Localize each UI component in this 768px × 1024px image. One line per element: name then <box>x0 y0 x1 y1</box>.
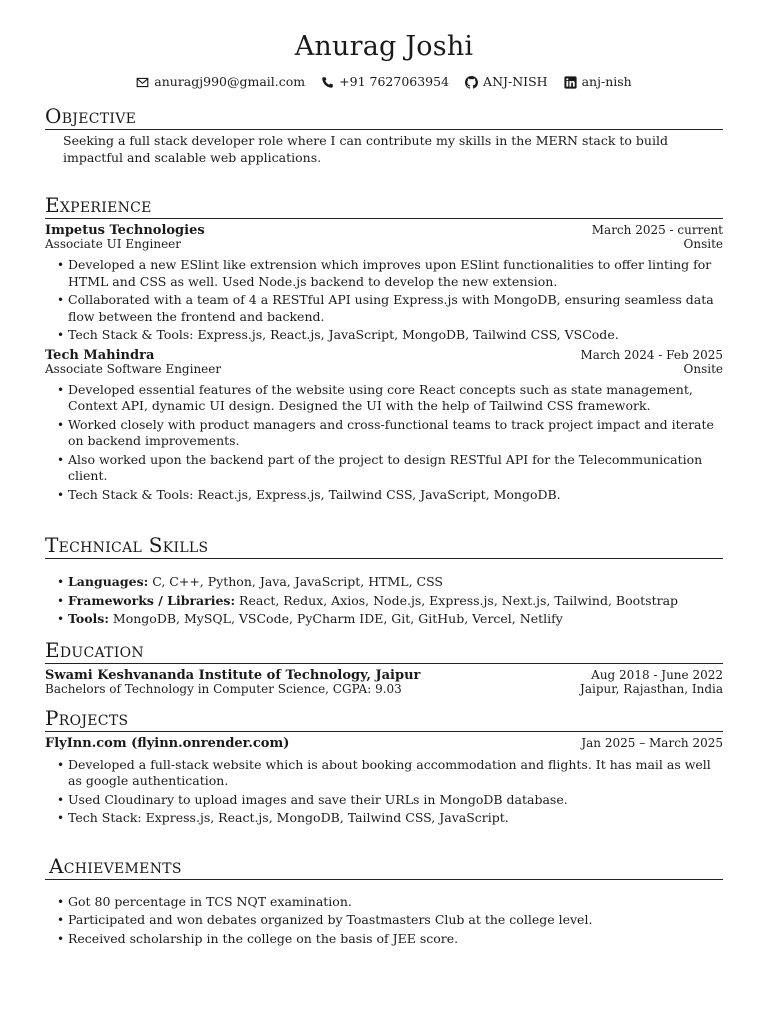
contact-bar <box>45 73 723 91</box>
bullet-item: • Tech Stack: Express.js, React.js, MongoDB, Tailwind CSS, JavaScript. <box>68 810 715 827</box>
skill-item <box>68 593 715 610</box>
bullet-item: • Developed a new ESlint like extrension which improves upon ESlint functionalities to offer linting for HTML and CSS as well. Used Node.js backend to develop the new extension. <box>68 257 715 290</box>
job-dates: March 2025 - current <box>591 223 723 237</box>
contact-phone[interactable] <box>321 73 449 91</box>
bullet-item: • Developed essential features of the website using core React concepts such as state management, Context API, dynamic UI design. Designed the UI with the help of Tailwind CSS framework. <box>68 382 715 415</box>
bullet-item: • Tech Stack & Tools: React.js, Express.js, Tailwind CSS, JavaScript, MongoDB. <box>68 487 715 504</box>
contact-github[interactable] <box>465 73 548 91</box>
job-bullets <box>45 382 723 504</box>
achievement-item: • Received scholarship in the college on the basis of JEE score. <box>68 931 715 948</box>
job-role: Associate Software Engineer <box>45 361 222 376</box>
achievement-item: • Participated and won debates organized by Toastmasters Club at the college level. <box>68 912 715 929</box>
contact-email[interactable] <box>136 73 305 91</box>
education-location: Jaipur, Rajasthan, India <box>580 681 723 696</box>
project-dates: Jan 2025 – March 2025 <box>581 735 723 750</box>
achievement-item: • Got 80 percentage in TCS NQT examination. <box>68 894 715 911</box>
section-title-experience: Experience <box>45 193 723 219</box>
skill-value: C, C++, Python, Java, JavaScript, HTML, CSS <box>148 574 443 589</box>
job-dates: March 2024 - Feb 2025 <box>580 347 723 362</box>
bullet-item: • Worked closely with product managers and cross-functional teams to track project impact and iterate on backend improvements. <box>68 417 715 450</box>
bullet-item: • Also worked upon the backend part of the project to design RESTful API for the Telecommunication client. <box>68 452 715 485</box>
achievements-list <box>45 894 723 948</box>
objective-text: Seeking a full stack developer role where I can contribute my skills in the MERN stack to build impactful and scalable web applications. <box>63 133 668 165</box>
envelope-icon <box>136 76 149 89</box>
contact-linkedin-text: anj-nish <box>581 74 632 89</box>
education-entry <box>45 668 723 696</box>
bullet-item: • Developed a full-stack website which is about booking accommodation and flights. It has mail as well as google authentication. <box>68 757 715 790</box>
bullet-item: • Collaborated with a team of 4 a RESTful API using Express.js with MongoDB, ensuring seamless data flow between the frontend and backend. <box>68 292 715 325</box>
candidate-name: Anurag Joshi <box>294 31 474 62</box>
project-bullets <box>45 757 723 827</box>
github-icon <box>465 76 478 89</box>
section-title-projects: Projects <box>45 706 723 732</box>
skill-label: Frameworks / Libraries: <box>68 592 236 608</box>
section-title-skills: Technical Skills <box>45 533 723 559</box>
job-location: Onsite <box>683 237 723 251</box>
bullet-item: • Used Cloudinary to upload images and save their URLs in MongoDB database. <box>68 792 715 809</box>
school-name: Swami Keshvananda Institute of Technology, Jaipur <box>45 667 421 683</box>
linkedin-icon <box>564 76 577 89</box>
contact-email-text: anuragj990@gmail.com <box>154 74 306 89</box>
skill-value: MongoDB, MySQL, VSCode, PyCharm IDE, Git, GitHub, Vercel, Netlify <box>108 611 563 626</box>
section-title-education: Education <box>45 638 723 664</box>
company-name: Impetus Technologies <box>45 223 205 238</box>
phone-icon <box>321 76 334 89</box>
section-title-achievements: Achievements <box>45 854 723 880</box>
project-entry <box>45 736 723 827</box>
experience-entry <box>45 223 723 344</box>
resume-page <box>45 0 723 949</box>
section-title-objective: Objective <box>45 104 723 130</box>
skill-value: React, Redux, Axios, Node.js, Express.js, Next.js, Tailwind, Bootstrap <box>235 592 679 608</box>
skills-list <box>45 574 723 628</box>
contact-phone-text: +91 7627063954 <box>339 74 450 89</box>
skill-item <box>68 574 715 591</box>
education-dates: Aug 2018 - June 2022 <box>591 667 723 682</box>
job-location: Onsite <box>683 361 723 376</box>
skill-label: Languages: <box>68 574 149 589</box>
job-role: Associate UI Engineer <box>45 237 182 251</box>
job-bullets <box>45 257 723 344</box>
skill-item <box>68 611 715 628</box>
contact-github-text: ANJ-NISH <box>483 74 548 89</box>
project-title[interactable]: FlyInn.com (flyinn.onrender.com) <box>45 735 290 751</box>
contact-linkedin[interactable] <box>564 73 632 91</box>
bullet-item: • Tech Stack & Tools: Express.js, React.js, JavaScript, MongoDB, Tailwind CSS, VSCode. <box>68 327 715 344</box>
company-name: Tech Mahindra <box>45 347 155 363</box>
degree: Bachelors of Technology in Computer Science, CGPA: 9.03 <box>45 681 402 696</box>
experience-entry <box>45 348 723 504</box>
skill-label: Tools: <box>68 611 109 626</box>
